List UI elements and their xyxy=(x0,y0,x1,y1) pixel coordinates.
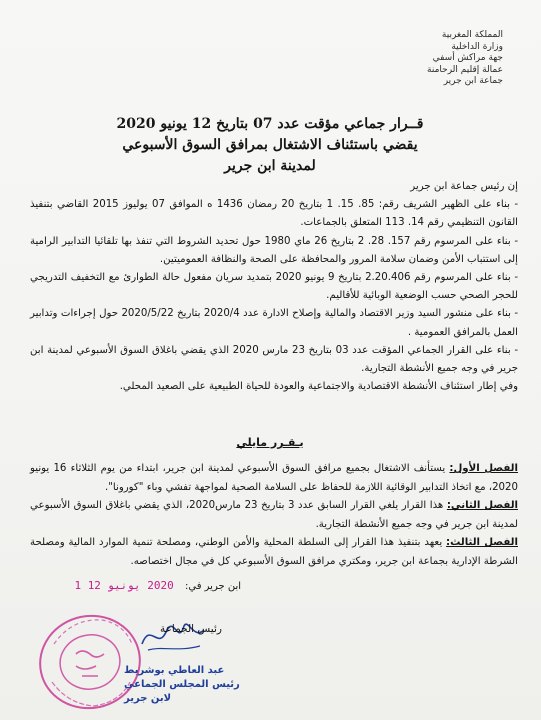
handwritten-date: 2020 يونيو 12 1 xyxy=(74,579,174,592)
header-kingdom: المملكة المغربية xyxy=(441,30,503,40)
preamble-item-1: - بناء على الظهير الشريف رقم: 85. 15. 1 بتاريخ 20 رمضان 1436 ه الموافق 07 يوليوز 2015 القاضي بتنفيذ القانون التنظيمي رقم 14. 113 المتعلق بالجماعات. xyxy=(30,199,519,229)
article-3-text: يعهد بتنفيذ هذا القرار إلى السلطة المحلية والأمن الوطني، ومصلحة تنمية الموارد المالية ومصلحة الشرطة الإدارية بجماعة ابن جرير، ومكتري مرافق السوق الأسبوعي كل في مجال اختصاصه. xyxy=(30,537,518,567)
place-date-label: ابن جرير في: xyxy=(184,581,241,592)
preamble-item-4: - بناء على منشور السيد وزير الاقتصاد والمالية وإصلاح الادارة عدد 2020/4 بتاريخ 2020/5/22 حول إجراءات وتدابير العمل بالمرافق العمومية . xyxy=(30,308,519,338)
place-date-line xyxy=(41,579,241,592)
preamble-opening: إن رئيس جماعة ابن جرير xyxy=(410,181,518,192)
preamble-item-6: وفي إطار استئناف الأنشطة الاقتصادية والاجتماعية والعودة للحياة الطبيعية على الصعيد المحلي. xyxy=(119,381,518,393)
document-header xyxy=(333,30,503,88)
header-ministry: وزارة الداخلية xyxy=(451,41,503,52)
signatory-role: رئيس المجلس الجماعي xyxy=(124,679,240,690)
header-region: جهة مراكش أسفي xyxy=(432,53,503,63)
signatory-block xyxy=(124,664,264,706)
header-commune: جماعة ابن جرير xyxy=(443,76,503,86)
title-line-2: يقضي باستئناف الاشتغال بمرافق السوق الأسبوعي xyxy=(122,137,418,153)
articles xyxy=(30,460,518,572)
article-2-label: الفصل الثاني: xyxy=(446,500,519,512)
signatory-title: رئيس الجماعة xyxy=(160,623,222,635)
preamble xyxy=(30,178,518,396)
title-line-1: قــرار جماعي مؤقت عدد 07 بتاريخ 12 يونيو 2020 xyxy=(116,116,424,132)
article-2-text: هذا القرار يلغي القرار السابق عدد 3 بتاريخ 23 مارس2020، الذي يقضي باغلاق السوق الأسبوعي لمدينة ابن جرير في وجه جميع الأنشطة التجارية. xyxy=(30,500,518,530)
preamble-item-3: - بناء على المرسوم رقم 2.20.406 بتاريخ 9 يونيو 2020 بتمديد سريان مفعول حالة الطوارئ مع التخفيف التدريجي للحجر الصحي حسب الوضعية الوبائية للأقاليم. xyxy=(30,272,518,302)
article-2 xyxy=(30,497,518,534)
decides-heading: يـقـرر مايلي xyxy=(236,436,304,449)
decision-title xyxy=(60,114,480,177)
header-province: عمالة إقليم الرحامنة xyxy=(427,64,503,75)
article-1-label: الفصل الأول: xyxy=(449,463,518,474)
signatory-name: عبد العاطي بوشريط xyxy=(124,665,225,676)
preamble-item-5: - بناء على القرار الجماعي المؤقت عدد 03 بتاريخ 23 مارس 2020 الذي يقضي باغلاق السوق الأسبوعي لمدينة ابن جرير في وجه جميع الأنشطة التجارية. xyxy=(30,344,519,375)
article-3 xyxy=(30,534,518,571)
title-line-3: لمدينة ابن جرير xyxy=(224,158,316,174)
article-1 xyxy=(30,460,518,497)
handwritten-signature xyxy=(138,616,208,656)
article-1-text: يستأنف الاشتغال بجميع مرافق السوق الأسبوعي لمدينة ابن جرير، ابتداء من يوم الثلاثاء 16 يونيو 2020، مع اتخاذ التدابير الوقائية اللازمة للحفاظ على السلامة الصحية لمواجهة تفشي وباء "كورونا". xyxy=(30,463,518,493)
preamble-item-2: - بناء على المرسوم رقم 157. 28. 2 بتاريخ 26 ماي 1980 حول تحديد الشروط التي تنفذ بها تلقائيا التدابير الرامية إلى استتباب الأمن وضمان سلامة المرور والمحافظة على الصحة والنظافة العموميتين. xyxy=(30,235,518,265)
article-3-label: الفصل الثالث: xyxy=(446,537,518,549)
signatory-place: لابن جرير xyxy=(124,693,172,704)
